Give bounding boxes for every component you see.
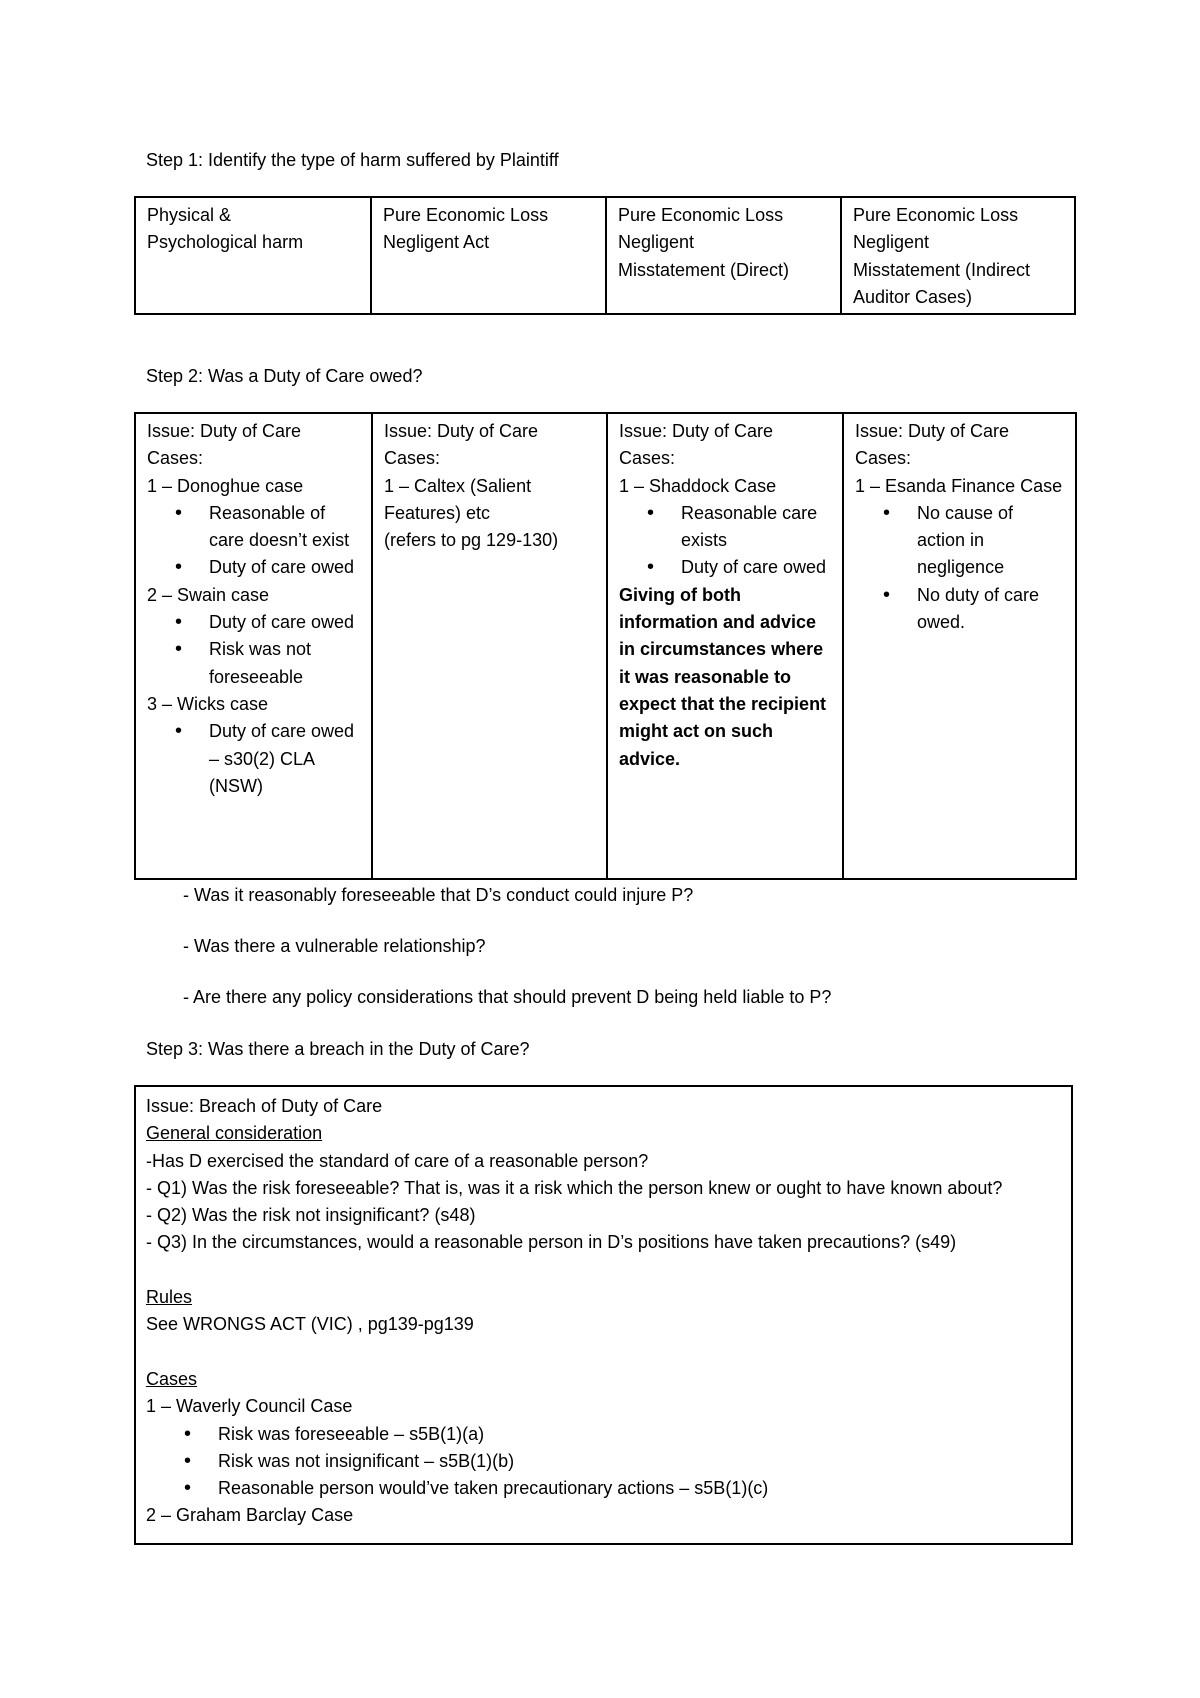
step1-heading: Step 1: Identify the type of harm suffered by Plaintiff — [146, 150, 559, 170]
harm-cell-pel-indirect: Pure Economic Loss Negligent Misstatement (Indirect Auditor Cases) — [841, 197, 1075, 314]
harm-cell-pel-direct: Pure Economic Loss Negligent Misstatement (Direct) — [606, 197, 841, 314]
case-donoghue: 1 – Donoghue case — [147, 475, 304, 496]
list-item: • Duty of care owed – s30(2) CLA (NSW) — [209, 718, 360, 800]
question-foreseeable: - Was it reasonably foreseeable that D’s conduct could injure P? — [183, 885, 694, 905]
duty-of-care-table — [134, 412, 1077, 880]
rules-heading: Rules — [146, 1287, 193, 1308]
list-item: • No cause of action in negligence — [917, 500, 1064, 582]
list-item: • Duty of care owed — [209, 554, 360, 581]
list-item: • Duty of care owed — [209, 609, 360, 636]
step3-heading: Step 3: Was there a breach in the Duty of Care? — [146, 1039, 530, 1059]
question-vulnerable: - Was there a vulnerable relationship? — [183, 936, 486, 956]
list-item: • Risk was not foreseeable — [209, 636, 360, 691]
case-esanda: 1 – Esanda Finance Case — [855, 475, 1063, 496]
cases-heading: Cases — [146, 1368, 198, 1389]
step2-heading: Step 2: Was a Duty of Care owed? — [146, 366, 423, 386]
list-item: • No duty of care owed. — [917, 582, 1064, 637]
case-swain: 2 – Swain case — [147, 584, 270, 605]
harm-cell-physical: Physical & Psychological harm — [135, 197, 371, 314]
list-item: • Duty of care owed — [681, 554, 831, 581]
case-graham-barclay: 2 – Graham Barclay Case — [146, 1505, 354, 1526]
shaddock-principle: Giving of both information and advice in circumstances where it was reasonable to expect that the recipient might act on such advice. — [619, 584, 827, 769]
duty-cell-esanda: Issue: Duty of Care Cases: 1 – Esanda Finance Case • No cause of action in negligence • No duty of care owed. — [843, 413, 1076, 879]
shaddock-bullets — [619, 500, 831, 582]
rules-text: See WRONGS ACT (VIC) , pg139-pg139 — [146, 1314, 474, 1335]
list-item: • Reasonable care exists — [681, 500, 831, 555]
question-policy: - Are there any policy considerations that should prevent D being held liable to P? — [183, 987, 832, 1007]
case-waverly: 1 – Waverly Council Case — [146, 1396, 353, 1417]
donoghue-bullets — [147, 500, 360, 582]
breach-issue: Issue: Breach of Duty of Care — [146, 1096, 383, 1116]
case-wicks: 3 – Wicks case — [147, 693, 269, 714]
caltex-page-note: (refers to pg 129-130) — [384, 530, 559, 551]
wicks-bullets — [147, 718, 360, 800]
harm-type-table — [134, 196, 1076, 315]
harm-cell-pel-act: Pure Economic Loss Negligent Act — [371, 197, 606, 314]
list-item: • Reasonable of care doesn’t exist — [209, 500, 360, 555]
list-item: • Risk was not insignificant – s5B(1)(b) — [218, 1448, 1061, 1475]
esanda-bullets — [855, 500, 1064, 636]
swain-bullets — [147, 609, 360, 691]
case-shaddock: 1 – Shaddock Case — [619, 475, 777, 496]
duty-cell-caltex: Issue: Duty of Care Cases: 1 – Caltex (Salient Features) etc (refers to pg 129-130) — [372, 413, 607, 879]
waverly-bullets — [146, 1421, 1061, 1503]
breach-box: Issue: Breach of Duty of Care General consideration -Has D exercised the standard of care of a reasonable person? - Q1) Was the risk foreseeable? That is, was it a risk which the person knew or ought to have known about? - Q2) Was the risk not insignificant? (s48) - Q3) In the circumstances, would a reasonable person in D’s positions have taken precautions? (s49) Rules See WRONGS ACT (VIC) , pg139-pg139 Cases 1 – Waverly Council Case • Risk was foreseeable – s5B(1)(a) • Risk was not insignificant – s5B(1)(b) • Reasonable person would’ve taken precautionary actions – s5B(1)(c) 2 – Graham Barclay Case — [134, 1085, 1073, 1545]
duty-cell-donoghue: Issue: Duty of Care Cases: 1 – Donoghue case • Reasonable of care doesn’t exist • Duty of care owed 2 – Swain case • Duty of care owed • Risk was not foreseeable 3 – Wicks case • Duty of care owed – s30(2) CLA (NSW) — [135, 413, 372, 879]
case-caltex: 1 – Caltex (Salient Features) etc — [384, 475, 532, 523]
general-heading: General consideration — [146, 1123, 323, 1144]
list-item: • Reasonable person would’ve taken precautionary actions – s5B(1)(c) — [218, 1475, 1061, 1502]
list-item: • Risk was foreseeable – s5B(1)(a) — [218, 1421, 1061, 1448]
duty-cell-shaddock: Issue: Duty of Care Cases: 1 – Shaddock Case • Reasonable care exists • Duty of care owed Giving of both information and advice in circumstances where it was reasonable to expect that the recipient might act on such advice. — [607, 413, 843, 879]
